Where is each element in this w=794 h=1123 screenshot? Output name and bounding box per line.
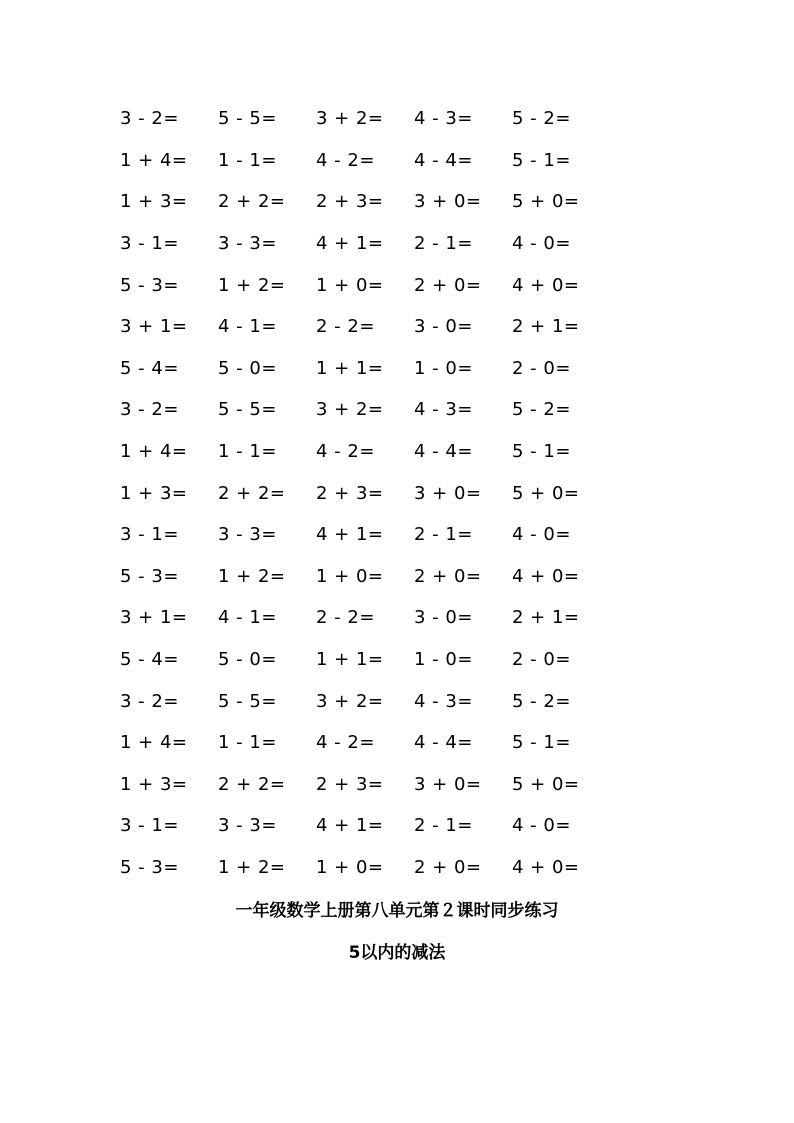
exercise-item: 3 - 2= [120, 690, 179, 712]
page-title: 一年级数学上册第八单元第２课时同步练习 [235, 901, 559, 921]
exercise-item: 1 + 4= [120, 149, 188, 171]
exercise-row [120, 847, 620, 889]
exercise-item: 2 + 2= [218, 191, 286, 213]
exercise-item: 3 + 1= [120, 607, 188, 629]
exercise-item: 1 + 2= [218, 274, 286, 296]
exercise-item: 5 - 3= [120, 274, 179, 296]
exercise-item: 3 - 3= [218, 815, 277, 837]
exercise-row [120, 680, 620, 722]
exercise-item: 3 - 1= [120, 524, 179, 546]
exercise-item: 3 + 2= [316, 399, 384, 421]
exercise-item: 2 + 0= [414, 565, 482, 587]
exercise-item: 5 - 0= [218, 357, 277, 379]
exercise-item: 2 + 2= [218, 482, 286, 504]
exercise-item: 1 - 0= [414, 649, 473, 671]
exercise-item: 3 - 2= [120, 399, 179, 421]
exercise-item: 3 + 2= [316, 690, 384, 712]
exercise-item: 4 + 1= [316, 524, 384, 546]
exercise-item: 5 - 3= [120, 856, 179, 878]
exercise-item: 2 + 0= [414, 274, 482, 296]
exercise-row [120, 639, 620, 681]
exercise-item: 4 - 4= [414, 441, 473, 463]
exercise-item: 3 - 0= [414, 316, 473, 338]
exercise-item: 1 - 1= [218, 149, 277, 171]
exercise-item: 5 - 3= [120, 565, 179, 587]
exercise-item: 5 - 5= [218, 690, 277, 712]
exercise-item: 1 + 3= [120, 773, 188, 795]
exercise-item: 4 + 0= [512, 565, 580, 587]
exercise-item: 2 - 1= [414, 233, 473, 255]
exercise-item: 1 + 4= [120, 732, 188, 754]
exercise-item: 2 + 3= [316, 482, 384, 504]
exercise-item: 5 - 1= [512, 732, 571, 754]
exercise-item: 1 + 2= [218, 856, 286, 878]
exercise-item: 1 - 1= [218, 441, 277, 463]
exercise-row [120, 556, 620, 598]
exercise-item: 3 - 3= [218, 233, 277, 255]
exercise-item: 4 - 2= [316, 149, 375, 171]
exercise-item: 1 + 1= [316, 357, 384, 379]
exercise-item: 3 + 1= [120, 316, 188, 338]
exercise-item: 3 + 2= [316, 108, 384, 130]
exercise-item: 1 - 0= [414, 357, 473, 379]
exercise-item: 5 + 0= [512, 773, 580, 795]
exercise-item: 2 + 2= [218, 773, 286, 795]
exercise-item: 4 + 1= [316, 815, 384, 837]
exercise-item: 3 - 3= [218, 524, 277, 546]
exercise-item: 1 + 3= [120, 482, 188, 504]
exercise-item: 5 + 0= [512, 191, 580, 213]
page-subtitle: 5以内的减法 [348, 943, 446, 963]
exercise-item: 5 - 0= [218, 649, 277, 671]
exercise-item: 1 + 1= [316, 649, 384, 671]
exercise-item: 4 - 4= [414, 732, 473, 754]
exercise-item: 3 - 2= [120, 108, 179, 130]
exercise-item: 5 - 4= [120, 649, 179, 671]
exercise-item: 4 + 0= [512, 856, 580, 878]
exercise-grid [120, 98, 620, 888]
exercise-item: 4 - 2= [316, 441, 375, 463]
exercise-item: 4 - 4= [414, 149, 473, 171]
exercise-item: 4 - 0= [512, 524, 571, 546]
exercise-row [120, 140, 620, 182]
exercise-row [120, 348, 620, 390]
exercise-item: 2 + 1= [512, 316, 580, 338]
exercise-row [120, 597, 620, 639]
exercise-item: 1 + 0= [316, 856, 384, 878]
exercise-item: 4 - 0= [512, 233, 571, 255]
exercise-row [120, 98, 620, 140]
exercise-item: 4 - 2= [316, 732, 375, 754]
exercise-item: 2 - 2= [316, 607, 375, 629]
exercise-item: 4 - 0= [512, 815, 571, 837]
exercise-item: 1 + 4= [120, 441, 188, 463]
exercise-item: 4 + 0= [512, 274, 580, 296]
exercise-row [120, 805, 620, 847]
exercise-item: 2 + 1= [512, 607, 580, 629]
exercise-item: 5 - 2= [512, 108, 571, 130]
exercise-row [120, 264, 620, 306]
exercise-item: 2 - 1= [414, 815, 473, 837]
exercise-item: 3 - 1= [120, 815, 179, 837]
exercise-item: 5 - 5= [218, 399, 277, 421]
exercise-row [120, 722, 620, 764]
exercise-item: 5 - 2= [512, 399, 571, 421]
exercise-item: 4 - 1= [218, 316, 277, 338]
exercise-item: 2 - 0= [512, 649, 571, 671]
exercise-item: 2 + 3= [316, 191, 384, 213]
exercise-item: 1 - 1= [218, 732, 277, 754]
exercise-item: 3 - 0= [414, 607, 473, 629]
exercise-item: 2 + 0= [414, 856, 482, 878]
exercise-item: 2 + 3= [316, 773, 384, 795]
exercise-item: 2 - 2= [316, 316, 375, 338]
exercise-item: 1 + 0= [316, 274, 384, 296]
exercise-row [120, 514, 620, 556]
exercise-item: 2 - 0= [512, 357, 571, 379]
exercise-item: 3 + 0= [414, 191, 482, 213]
exercise-item: 2 - 1= [414, 524, 473, 546]
exercise-item: 5 - 4= [120, 357, 179, 379]
exercise-item: 1 + 2= [218, 565, 286, 587]
exercise-item: 5 - 2= [512, 690, 571, 712]
exercise-item: 4 - 1= [218, 607, 277, 629]
exercise-row [120, 389, 620, 431]
exercise-item: 4 + 1= [316, 233, 384, 255]
exercise-row [120, 472, 620, 514]
exercise-item: 5 - 5= [218, 108, 277, 130]
exercise-item: 4 - 3= [414, 690, 473, 712]
exercise-item: 4 - 3= [414, 108, 473, 130]
exercise-item: 3 + 0= [414, 773, 482, 795]
exercise-row [120, 431, 620, 473]
exercise-item: 1 + 0= [316, 565, 384, 587]
exercise-item: 1 + 3= [120, 191, 188, 213]
exercise-item: 4 - 3= [414, 399, 473, 421]
exercise-item: 3 + 0= [414, 482, 482, 504]
exercise-row [120, 306, 620, 348]
exercise-item: 5 - 1= [512, 149, 571, 171]
exercise-row [120, 764, 620, 806]
exercise-item: 5 + 0= [512, 482, 580, 504]
exercise-item: 3 - 1= [120, 233, 179, 255]
exercise-item: 5 - 1= [512, 441, 571, 463]
exercise-row [120, 223, 620, 265]
exercise-row [120, 181, 620, 223]
